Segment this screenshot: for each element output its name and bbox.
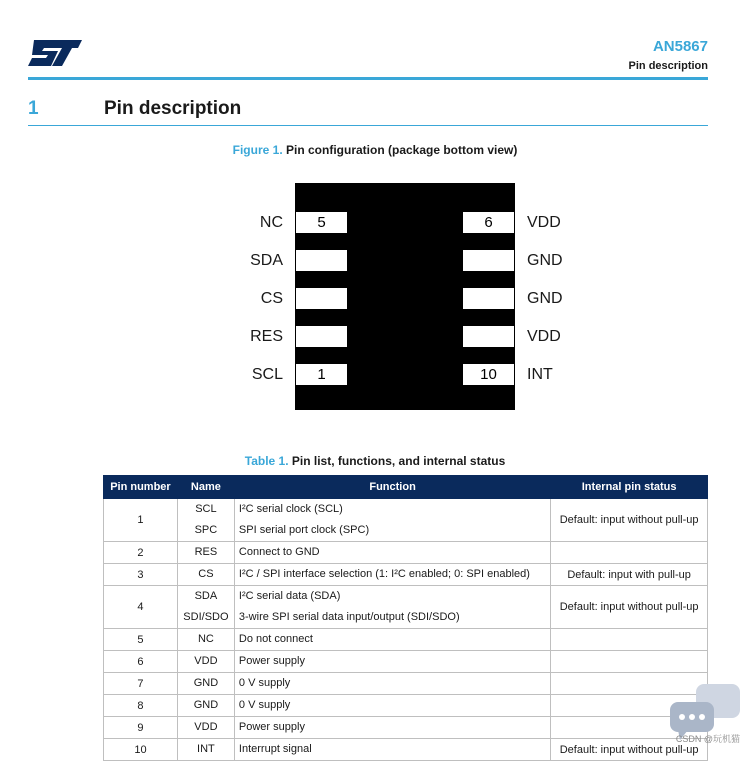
cell-function-line: Do not connect (238, 633, 313, 645)
section-rule (28, 125, 708, 126)
section-title: Pin description (104, 98, 242, 119)
cell-function (234, 717, 550, 739)
cell-name (177, 629, 234, 651)
pin-pad-left: 1 (296, 364, 347, 385)
cell-status (551, 651, 708, 673)
cell-pin-number: 9 (104, 717, 178, 739)
header-rule (28, 77, 708, 80)
cell-function-line: I²C / SPI interface selection (1: I²C enabled; 0: SPI enabled) (238, 568, 530, 580)
pin-pad-right: 10 (463, 364, 514, 385)
pin-label-right: GND (527, 252, 563, 269)
table-caption-number: Table 1. (244, 454, 289, 468)
pin-pad-right (463, 326, 514, 347)
cell-name-line: SDI/SDO (183, 611, 229, 623)
pin-table (103, 475, 708, 761)
table-row (104, 695, 708, 717)
pin-label-left: SDA (250, 252, 283, 269)
pin-pad-left (296, 326, 347, 347)
pin-label-right: VDD (527, 214, 561, 231)
cell-status: Default: input with pull-up (551, 564, 708, 586)
cell-status: Default: input without pull-up (551, 739, 708, 761)
cell-function-line: SPI serial port clock (SPC) (238, 524, 370, 536)
document-id: AN5867 (652, 38, 708, 55)
table-row (104, 629, 708, 651)
table-caption (0, 454, 750, 468)
cell-function (234, 739, 550, 761)
cell-name (177, 586, 234, 629)
table-row (104, 564, 708, 586)
cell-function (234, 651, 550, 673)
cell-pin-number: 1 (104, 499, 178, 542)
cell-status: Default: input without pull-up (551, 586, 708, 629)
cell-name-line: INT (197, 743, 215, 755)
cell-name-line: NC (197, 633, 214, 645)
cell-name-line: SDA (194, 590, 218, 602)
cell-function (234, 542, 550, 564)
cell-function-line: 3-wire SPI serial data input/output (SDI/SDO) (238, 611, 460, 623)
cell-function-line: I²C serial clock (SCL) (238, 503, 343, 515)
cell-name-line: RES (194, 546, 218, 558)
header-name: Name (177, 476, 234, 499)
table-row (104, 651, 708, 673)
pin-label-right: INT (527, 366, 553, 383)
cell-name (177, 499, 234, 542)
cell-pin-number: 7 (104, 673, 178, 695)
cell-pin-number: 3 (104, 564, 178, 586)
watermark-text: CSDN @玩机猫 (675, 734, 740, 744)
header-function: Function (234, 476, 550, 499)
cell-pin-number: 5 (104, 629, 178, 651)
section-number: 1 (28, 98, 39, 119)
table-row (104, 499, 708, 542)
cell-function (234, 499, 550, 542)
pin-label-left: RES (250, 328, 283, 345)
figure-caption-text: Pin configuration (package bottom view) (286, 143, 518, 157)
table-row (104, 717, 708, 739)
pin-label-left: SCL (251, 366, 283, 383)
table-row (104, 542, 708, 564)
cell-pin-number: 6 (104, 651, 178, 673)
cell-pin-number: 10 (104, 739, 178, 761)
table-row (104, 673, 708, 695)
cell-function (234, 564, 550, 586)
pin-pad-right (463, 288, 514, 309)
cell-function-line: 0 V supply (238, 677, 291, 689)
cell-pin-number: 4 (104, 586, 178, 629)
cell-name-line: SCL (195, 503, 217, 515)
pin-label-right: VDD (527, 328, 561, 345)
table-caption-text: Pin list, functions, and internal status (291, 454, 506, 468)
cell-function (234, 629, 550, 651)
cell-function-line: Power supply (238, 655, 305, 667)
pin-label-right: GND (527, 290, 563, 307)
cell-function-line: I²C serial data (SDA) (238, 590, 341, 602)
pin-pad-left: 5 (296, 212, 347, 233)
cell-pin-number: 8 (104, 695, 178, 717)
cell-status (551, 629, 708, 651)
cell-name-line: VDD (194, 655, 218, 667)
table-row (104, 586, 708, 629)
cell-name (177, 739, 234, 761)
cell-function-line: 0 V supply (238, 699, 291, 711)
cell-status: Default: input without pull-up (551, 499, 708, 542)
pin-pad-left (296, 250, 347, 271)
cell-name-line: CS (198, 568, 214, 580)
cell-name-line: SPC (194, 524, 218, 536)
header-status: Internal pin status (551, 476, 708, 499)
st-logo (28, 38, 84, 68)
cell-name (177, 542, 234, 564)
cell-function (234, 695, 550, 717)
table-header-row (104, 476, 708, 499)
cell-name (177, 695, 234, 717)
cell-name-line: GND (193, 699, 219, 711)
figure-caption-number: Figure 1. (232, 143, 283, 157)
header-pin-number: Pin number (104, 476, 178, 499)
header-section-title: Pin description (628, 60, 708, 72)
cell-function-line: Power supply (238, 721, 305, 733)
pin-pad-left (296, 288, 347, 309)
cell-function-line: Interrupt signal (238, 743, 312, 755)
cell-function (234, 673, 550, 695)
cell-status (551, 542, 708, 564)
pin-label-left: NC (259, 214, 283, 231)
cell-pin-number: 2 (104, 542, 178, 564)
pin-pad-right: 6 (463, 212, 514, 233)
cell-name (177, 651, 234, 673)
table-row (104, 739, 708, 761)
cell-function (234, 586, 550, 629)
chat-bubble-icon (668, 684, 742, 744)
document-header (629, 38, 708, 73)
cell-function-line: Connect to GND (238, 546, 320, 558)
pin-pad-right (463, 250, 514, 271)
cell-name-line: VDD (194, 721, 218, 733)
cell-name (177, 673, 234, 695)
cell-name (177, 717, 234, 739)
figure-caption (0, 143, 750, 157)
cell-name-line: GND (193, 677, 219, 689)
pin-label-left: CS (260, 290, 283, 307)
cell-name (177, 564, 234, 586)
